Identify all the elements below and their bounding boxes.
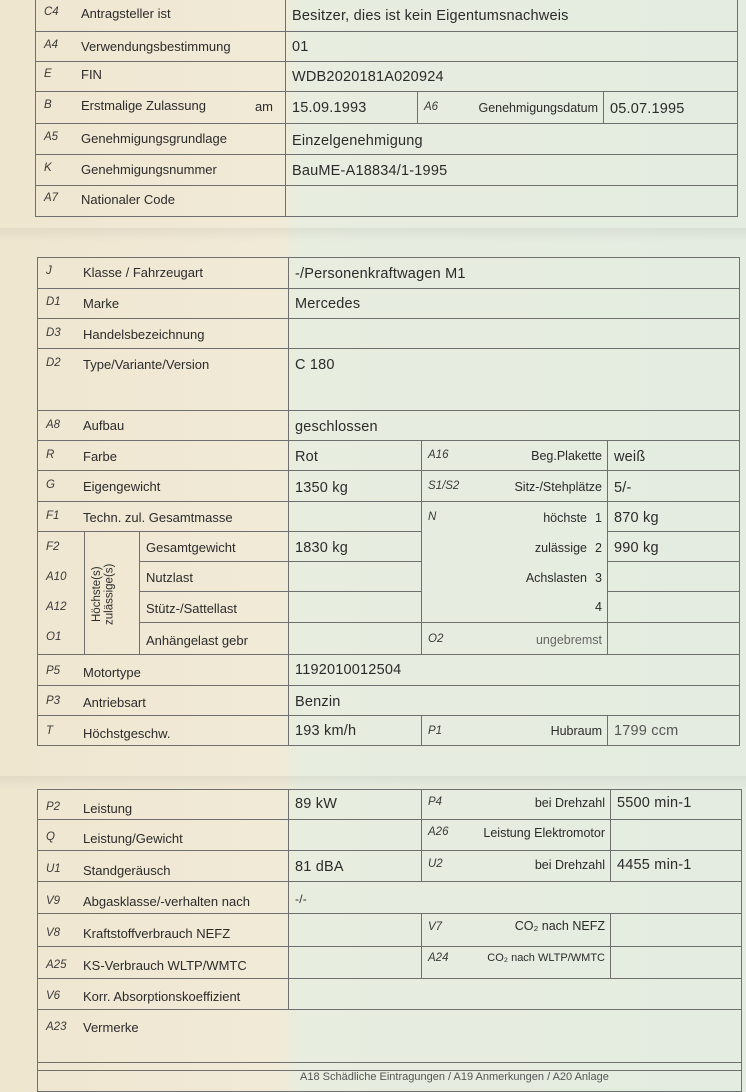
row-a16-label [421, 440, 608, 471]
row-p1-label [421, 715, 608, 746]
row-r-value [288, 440, 422, 471]
label-u1: Standgeräusch [83, 863, 171, 878]
row-p4-label [421, 789, 611, 820]
code-o2: O2 [428, 633, 444, 645]
footer-text: A18 Schädliche Eintragungen / A19 Anmerkungen / A20 Anlage [300, 1071, 609, 1083]
code-q: Q [46, 831, 55, 843]
row-f1-label [37, 501, 289, 532]
code-r: R [46, 449, 55, 461]
row-c4-value [285, 0, 738, 32]
code-o1: O1 [46, 631, 62, 643]
label-d1: Marke [83, 296, 120, 311]
row-d3-value [288, 318, 740, 349]
code-s1s2: S1/S2 [428, 480, 460, 492]
row-s1s2-value [607, 470, 740, 502]
code-a6: A6 [424, 101, 439, 113]
row-e-label [35, 61, 286, 92]
value-a16: weiß [614, 449, 646, 465]
code-d2: D2 [46, 357, 61, 369]
row-p3-label [37, 685, 289, 716]
label-t: Höchstgeschw. [83, 726, 171, 741]
row-a7-label [35, 185, 286, 217]
row-d1-value [288, 288, 740, 319]
value-p5: 1192010012504 [295, 662, 402, 678]
row-p5-label [37, 654, 289, 686]
row-f1-value [288, 501, 422, 532]
row-a25-label [37, 946, 289, 979]
value-j: -/Personenkraftwagen M1 [295, 266, 466, 282]
axle-2-value-cell [607, 531, 740, 562]
axle-1-value-cell [607, 501, 740, 532]
axle-3-number: 3 [595, 571, 602, 585]
value-p1: 1799 ccm [614, 723, 679, 739]
code-f2: F2 [46, 541, 60, 553]
row-g-value [288, 470, 422, 502]
value-a5: Einzelgenehmigung [292, 133, 423, 149]
value-e: WDB2020181A020924 [292, 69, 444, 85]
code-d3: D3 [46, 327, 61, 339]
row-d3-label [37, 318, 289, 349]
label-b-suffix: am [254, 99, 273, 114]
row-a25-value [288, 946, 422, 979]
row-p3-value [288, 685, 740, 716]
row-k-label [35, 154, 286, 186]
row-b-value [285, 91, 418, 124]
value-a8: geschlossen [295, 419, 378, 435]
label-c4: Antragsteller ist [81, 6, 171, 21]
label-a12: Stütz-/Sattellast [146, 601, 238, 616]
row-v7-label [421, 913, 611, 947]
row-d2-label [37, 348, 289, 411]
label-n-top: höchste [543, 511, 587, 525]
row-p2-value [288, 789, 422, 820]
row-a26-value [610, 819, 742, 851]
row-p4-value [610, 789, 742, 820]
label-e: FIN [81, 67, 102, 82]
code-v9: V9 [46, 895, 61, 907]
code-a26: A26 [428, 826, 449, 838]
label-p3: Antriebsart [83, 695, 146, 710]
label-f1: Techn. zul. Gesamtmasse [83, 510, 233, 525]
group-codes-cell [37, 531, 85, 655]
row-c4-label [35, 0, 286, 32]
label-v9: Abgasklasse/-verhalten nach [83, 894, 250, 909]
code-a10: A10 [46, 571, 67, 583]
value-p3: Benzin [295, 694, 341, 710]
axle-2-value: 990 kg [614, 540, 659, 556]
label-v6: Korr. Absorptionskoeffizient [83, 989, 241, 1004]
code-f1: F1 [46, 510, 60, 522]
row-v6-label [37, 978, 289, 1010]
row-p5-value [288, 654, 740, 686]
value-p2: 89 kW [295, 796, 338, 812]
code-a12: A12 [46, 601, 67, 613]
row-a16-value [607, 440, 740, 471]
value-u2: 4455 min-1 [617, 857, 692, 873]
row-e-value [285, 61, 738, 92]
row-a12-value [288, 591, 422, 623]
label-d2: Type/Variante/Version [83, 357, 210, 372]
row-v8-value [288, 913, 422, 947]
code-v8: V8 [46, 927, 61, 939]
label-a5: Genehmigungsgrundlage [81, 131, 227, 146]
row-t-value [288, 715, 422, 746]
row-v6-value [288, 978, 742, 1010]
row-a4-value [285, 31, 738, 62]
code-a5: A5 [44, 131, 59, 143]
label-g: Eigengewicht [83, 479, 161, 494]
row-j-label [37, 257, 289, 289]
label-s1s2: Sitz-/Stehplätze [514, 480, 602, 494]
code-p3: P3 [46, 695, 61, 707]
row-v8-label [37, 913, 289, 947]
label-o1: Anhängelast gebr [146, 633, 248, 648]
label-f2: Gesamtgewicht [146, 540, 236, 555]
label-r: Farbe [83, 449, 117, 464]
row-q-label [37, 819, 289, 851]
value-t: 193 km/h [295, 723, 357, 739]
value-p4: 5500 min-1 [617, 795, 692, 811]
row-s1s2-label [421, 470, 608, 502]
value-k: BauME-A18834/1-1995 [292, 163, 448, 179]
value-f2: 1830 kg [295, 540, 348, 556]
row-f2-label [139, 531, 289, 562]
row-u1-value [288, 850, 422, 882]
code-j: J [46, 265, 52, 277]
value-s1s2: 5/- [614, 480, 632, 496]
row-j-value [288, 257, 740, 289]
row-v9-label [37, 881, 289, 914]
row-a12-label [139, 591, 289, 623]
code-t: T [46, 725, 54, 737]
row-a5-label [35, 123, 286, 155]
paper-fold-2 [0, 776, 746, 790]
row-d1-label [37, 288, 289, 319]
row-p2-label [37, 789, 289, 820]
label-n-mid: zulässige [534, 541, 587, 555]
label-u2: bei Drehzahl [534, 858, 605, 872]
row-o1-label [139, 622, 289, 655]
row-a10-value [288, 561, 422, 592]
label-b: Erstmalige Zulassung [81, 98, 206, 113]
code-n: N [428, 511, 437, 523]
label-v7: CO₂ nach NEFZ [514, 919, 605, 933]
row-u2-label [421, 850, 611, 882]
row-a5-value [285, 123, 738, 155]
label-p4: bei Drehzahl [534, 796, 605, 810]
label-a16: Beg.Plakette [531, 449, 602, 463]
value-v9: -/- [295, 892, 307, 906]
paper-fold [0, 228, 746, 242]
label-a4: Verwendungsbestimmung [81, 39, 231, 54]
label-d3: Handelsbezeichnung [83, 327, 205, 342]
code-c4: C4 [44, 6, 59, 18]
code-a8: A8 [46, 419, 61, 431]
code-p5: P5 [46, 665, 61, 677]
code-k: K [44, 162, 52, 174]
row-o2-value [607, 622, 740, 655]
axle-4-value-cell [607, 591, 740, 623]
row-o2-label [421, 622, 608, 655]
row-a24-label [421, 946, 611, 979]
code-g: G [46, 479, 55, 491]
code-a16: A16 [428, 449, 449, 461]
row-d2-value [288, 348, 740, 411]
row-a7-value [285, 185, 738, 217]
code-p2: P2 [46, 801, 61, 813]
value-a6: 05.07.1995 [610, 101, 685, 117]
value-g: 1350 kg [295, 480, 348, 496]
row-o1-value [288, 622, 422, 655]
label-a26: Leistung Elektromotor [483, 826, 605, 840]
code-a24: A24 [428, 952, 449, 964]
row-g-label [37, 470, 289, 502]
row-p1-value [607, 715, 740, 746]
row-r-label [37, 440, 289, 471]
row-a24-value [610, 946, 742, 979]
row-a6-value [603, 91, 738, 124]
row-v7-value [610, 913, 742, 947]
row-a10-label [139, 561, 289, 592]
row-t-label [37, 715, 289, 746]
label-a24: CO₂ nach WLTP/WMTC [487, 952, 605, 964]
code-a23: A23 [46, 1021, 67, 1033]
label-v8: Kraftstoffverbrauch NEFZ [83, 926, 231, 941]
vertical-label: Höchste(s) zulässige(s) [91, 563, 116, 625]
vertical-label-cell [84, 531, 140, 655]
row-a26-label [421, 819, 611, 851]
code-e: E [44, 68, 52, 80]
code-a7: A7 [44, 192, 59, 204]
label-p5: Motortype [83, 665, 141, 680]
value-a4: 01 [292, 39, 309, 55]
code-v7: V7 [428, 921, 443, 933]
row-f2-value [288, 531, 422, 562]
code-a25: A25 [46, 959, 67, 971]
label-k: Genehmigungsnummer [81, 162, 217, 177]
row-b-label [35, 91, 286, 124]
row-a8-value [288, 410, 740, 441]
code-p1: P1 [428, 725, 443, 737]
value-b: 15.09.1993 [292, 100, 367, 116]
axle-1-value: 870 kg [614, 510, 659, 526]
value-d1: Mercedes [295, 296, 361, 312]
row-q-value [288, 819, 422, 851]
value-u1: 81 dBA [295, 859, 344, 875]
label-j: Klasse / Fahrzeugart [83, 265, 203, 280]
row-u2-value [610, 850, 742, 882]
code-p4: P4 [428, 796, 443, 808]
value-c4: Besitzer, dies ist kein Eigentumsnachweis [292, 8, 569, 24]
label-a8: Aufbau [83, 418, 125, 433]
label-p2: Leistung [83, 801, 133, 816]
label-q: Leistung/Gewicht [83, 831, 183, 846]
row-a8-label [37, 410, 289, 441]
axle-2-number: 2 [595, 541, 602, 555]
code-d1: D1 [46, 296, 61, 308]
value-d2: C 180 [295, 357, 335, 373]
label-a7: Nationaler Code [81, 192, 175, 207]
row-a6-label [417, 91, 604, 124]
label-o2: ungebremst [535, 633, 602, 647]
row-a4-label [35, 31, 286, 62]
code-u2: U2 [428, 858, 443, 870]
code-v6: V6 [46, 990, 61, 1002]
n-axle-label-block [421, 501, 608, 623]
label-a6: Genehmigungsdatum [478, 101, 598, 115]
axle-1-number: 1 [595, 511, 602, 525]
label-n-bot: Achslasten [525, 571, 587, 585]
code-u1: U1 [46, 863, 61, 875]
code-b: B [44, 99, 52, 111]
row-v9-value [288, 881, 742, 914]
axle-3-value-cell [607, 561, 740, 592]
label-a25: KS-Verbrauch WLTP/WMTC [83, 958, 247, 973]
label-p1: Hubraum [550, 724, 602, 738]
axle-4-number: 4 [595, 600, 602, 614]
value-r: Rot [295, 449, 319, 465]
code-a4: A4 [44, 39, 59, 51]
row-u1-label [37, 850, 289, 882]
row-footer [37, 1062, 742, 1092]
row-k-value [285, 154, 738, 186]
label-a10: Nutzlast [146, 570, 193, 585]
label-a23: Vermerke [83, 1020, 139, 1035]
